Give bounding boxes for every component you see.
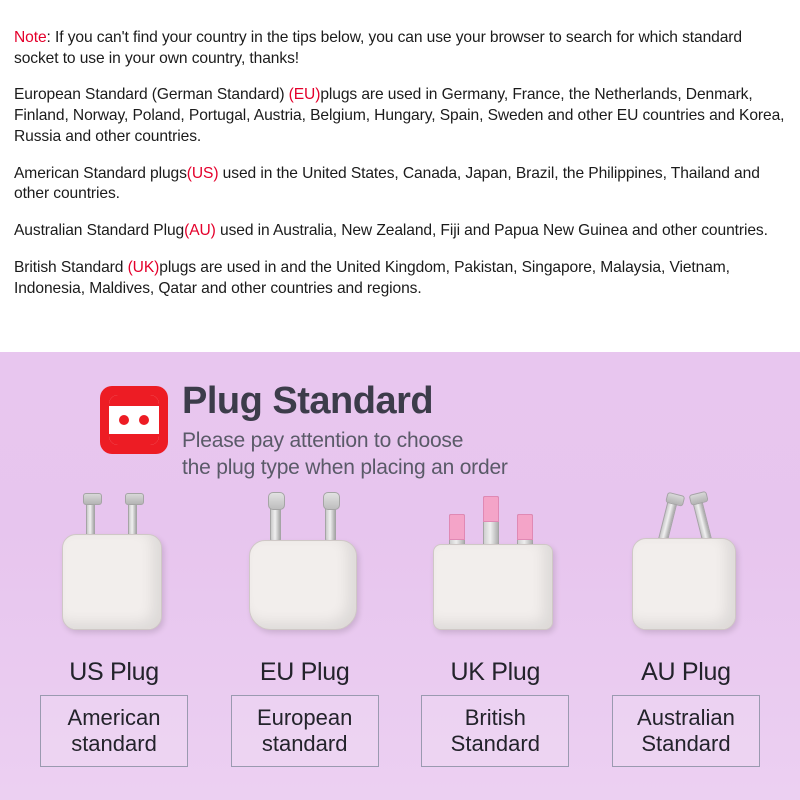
note-paragraph <box>14 28 786 69</box>
plug-label-uk: UK Plug <box>450 658 541 686</box>
note-lead-label: Note <box>14 29 47 46</box>
plug-grid <box>24 492 776 767</box>
paragraph-us-post: used in the United States, Canada, Japan, Brazil, the Philippines, Thailand and other countries. <box>14 164 760 203</box>
paragraph-uk-pre: British Standard <box>14 258 128 276</box>
paragraph-us-pre: American Standard plugs <box>14 164 187 182</box>
eu-plug-image <box>215 492 395 652</box>
paragraph-uk-tag: (UK) <box>127 258 160 276</box>
uk-plug-pin-right <box>517 514 533 546</box>
us-plug-body <box>62 534 162 630</box>
promo-header <box>100 382 720 482</box>
note-body-text: : If you can't find your country in the tips below, you can use your browser to search for which standard socket to use in your own country, thanks! <box>14 29 742 67</box>
au-plug-body <box>632 538 736 630</box>
au-plug-pin-right <box>691 496 711 541</box>
plug-standard-box-eu <box>231 695 379 767</box>
plug-standard-box-uk <box>421 695 569 767</box>
paragraph-uk <box>14 258 786 299</box>
plug-standard-au-line1: Australian <box>637 705 735 731</box>
plug-standard-box-au <box>612 695 760 767</box>
paragraph-us-tag: (US) <box>186 164 219 182</box>
us-plug-pin-right <box>128 498 137 538</box>
plug-standard-uk-line1: British <box>464 705 526 731</box>
paragraph-au <box>14 221 786 242</box>
promo-section <box>0 352 800 800</box>
plug-standard-box-us <box>40 695 188 767</box>
plug-standard-us-line1: American <box>67 705 161 731</box>
paragraph-eu-tag: (EU) <box>288 86 321 104</box>
notes-section <box>0 0 800 352</box>
plug-standard-au-line2: Standard <box>641 731 731 756</box>
eu-plug-pin-left <box>270 494 281 544</box>
plug-card-us[interactable] <box>24 492 204 767</box>
promo-subtitle-line2: the plug type when placing an order <box>182 455 508 479</box>
promo-title: Plug Standard <box>182 380 434 422</box>
au-plug-image <box>596 492 776 652</box>
power-socket-icon <box>100 386 168 454</box>
plug-card-uk[interactable] <box>405 492 585 767</box>
paragraph-eu-post: plugs are used in Germany, France, the Netherlands, Denmark, Finland, Norway, Poland, Portugal, Austria, Belgium, Hungary, Spain, Sweden and other EU countries and Korea, Russia and other countries. <box>14 86 785 145</box>
plug-standard-eu-line2: standard <box>261 731 348 756</box>
paragraph-eu-pre: European Standard (German Standard) <box>14 86 289 104</box>
uk-plug-body <box>433 544 553 630</box>
us-plug-pin-left <box>86 498 95 538</box>
paragraph-au-pre: Australian Standard Plug <box>14 222 185 240</box>
plug-label-au: AU Plug <box>641 658 731 686</box>
plug-card-au[interactable] <box>596 492 776 767</box>
paragraph-au-tag: (AU) <box>184 222 216 240</box>
uk-plug-image <box>405 492 585 652</box>
promo-header-text <box>182 382 720 482</box>
plug-standard-us-line2: standard <box>71 731 157 756</box>
plug-standard-uk-line2: Standard <box>450 731 540 756</box>
plug-card-eu[interactable] <box>215 492 395 767</box>
uk-plug-pin-left <box>449 514 465 546</box>
uk-plug-pin-top <box>483 496 499 546</box>
plug-label-us: US Plug <box>69 658 159 686</box>
promo-subtitle-line1: Please pay attention to choose <box>182 429 464 452</box>
plug-label-eu: EU Plug <box>259 658 350 686</box>
au-plug-pin-left <box>658 496 678 541</box>
paragraph-us <box>14 164 786 205</box>
paragraph-eu <box>14 85 786 147</box>
paragraph-au-post: used in Australia, New Zealand, Fiji and Papua New Guinea and other countries. <box>215 222 768 240</box>
eu-plug-body <box>249 540 357 630</box>
us-plug-image <box>24 492 204 652</box>
plug-standard-eu-line1: European <box>256 705 353 731</box>
eu-plug-pin-right <box>325 494 336 544</box>
paragraph-uk-post: plugs are used in and the United Kingdom, Pakistan, Singapore, Malaysia, Vietnam, Indonesia, Maldives, Qatar and other countries and regions. <box>14 258 730 297</box>
